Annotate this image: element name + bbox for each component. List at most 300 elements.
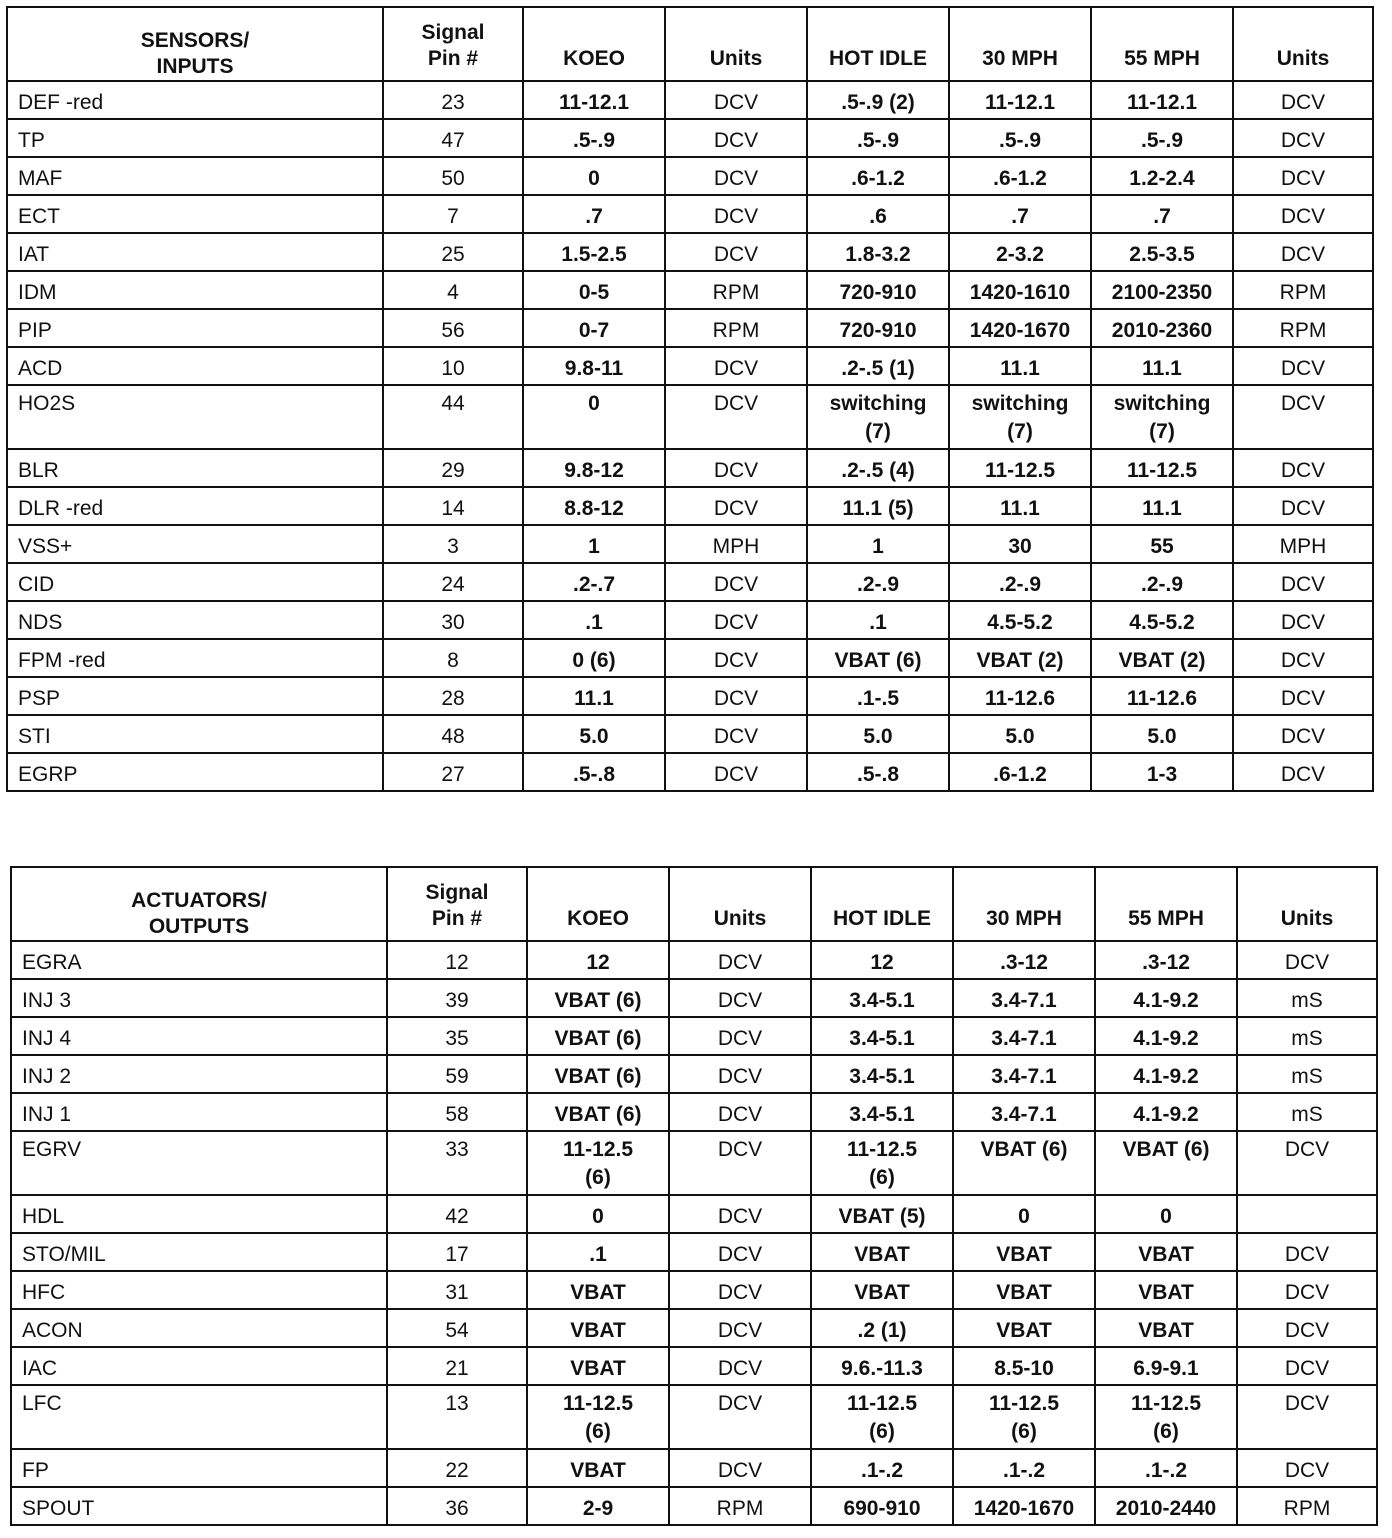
55mph-value-text: VBAT <box>1138 1281 1194 1304</box>
30mph-value <box>953 941 1095 979</box>
koeo-value <box>523 563 665 601</box>
hot-idle-value <box>807 563 949 601</box>
table-row <box>7 195 1373 233</box>
signal-pin <box>383 715 523 753</box>
30mph-value <box>949 677 1091 715</box>
koeo-value-text: VBAT <box>570 1319 626 1342</box>
signal-pin-text: 27 <box>441 763 465 786</box>
30mph-value <box>949 119 1091 157</box>
hot-idle-value-text: .5-.9 (2) <box>841 91 915 114</box>
units2-value <box>1237 1385 1377 1449</box>
units-value-text: DCV <box>713 649 759 672</box>
signal-name <box>7 639 383 677</box>
units2-value <box>1233 677 1373 715</box>
table-row <box>11 1093 1377 1131</box>
hot-idle-value <box>807 677 949 715</box>
signal-name-text: PIP <box>18 319 52 342</box>
signal-name-text: LFC <box>22 1392 62 1415</box>
signal-pin <box>383 639 523 677</box>
hot-idle-value <box>811 1385 953 1449</box>
hot-idle-value-text: 720-910 <box>839 319 917 342</box>
units-value-text: DCV <box>713 167 759 190</box>
units2-value-text: mS <box>1291 1065 1323 1088</box>
55mph-value-note: (7) <box>1149 420 1175 443</box>
pin-header-text: Signal Pin # <box>425 881 489 930</box>
koeo-value <box>523 525 665 563</box>
hot-idle-value <box>807 347 949 385</box>
signal-name-text: CID <box>18 573 55 596</box>
units-value-text: DCV <box>717 951 763 974</box>
table-row <box>7 487 1373 525</box>
signal-pin-text: 24 <box>441 573 465 596</box>
signal-name <box>11 1131 387 1195</box>
55mph-value <box>1091 195 1233 233</box>
30mph-value <box>949 233 1091 271</box>
units-value-text: DCV <box>717 1459 763 1482</box>
units2-value-text: DCV <box>1280 205 1326 228</box>
koeo-value-text: 0-7 <box>578 319 610 342</box>
signal-name <box>11 979 387 1017</box>
30mph-value-text: 3.4-7.1 <box>991 1065 1057 1088</box>
koeo-value-text: 0 (6) <box>572 649 616 672</box>
koeo-value <box>527 1131 669 1195</box>
table-row <box>11 979 1377 1017</box>
30mph-value-text: .6-1.2 <box>993 167 1047 190</box>
signal-name-text: INJ 1 <box>22 1103 72 1126</box>
sensors-title <box>7 7 383 81</box>
koeo-value <box>523 195 665 233</box>
30mph-value-text: 11-12.6 <box>984 687 1056 710</box>
signal-pin <box>387 1017 527 1055</box>
koeo-value-text: .5-.8 <box>572 763 616 786</box>
55mph-value-text: 1.2-2.4 <box>1129 167 1195 190</box>
signal-name-text: MAF <box>18 167 63 190</box>
55mph-value-text: 11-12.5 <box>1130 1392 1202 1415</box>
signal-name-text: INJ 3 <box>22 989 72 1012</box>
koeo-value-text: 0 <box>592 1205 604 1228</box>
hot-idle-value-text: 720-910 <box>839 281 917 304</box>
hot-idle-value <box>811 1233 953 1271</box>
55mph-value-text: 4.1-9.2 <box>1133 989 1199 1012</box>
units2-value <box>1237 1017 1377 1055</box>
units-value-text: DCV <box>713 357 759 380</box>
signal-pin <box>383 347 523 385</box>
units-value-text: DCV <box>717 1243 763 1266</box>
units2-value <box>1233 119 1373 157</box>
units-value <box>669 1195 811 1233</box>
units-value <box>669 1449 811 1487</box>
table-row <box>11 1449 1377 1487</box>
koeo-value <box>527 941 669 979</box>
units2-value <box>1233 157 1373 195</box>
signal-name <box>11 1271 387 1309</box>
signal-pin-text: 10 <box>441 357 465 380</box>
55mph-value-text: .1-.2 <box>1144 1459 1188 1482</box>
units2-value <box>1233 563 1373 601</box>
units-value-text: DCV <box>713 763 759 786</box>
units2-value-text: DCV <box>1284 1281 1330 1304</box>
30mph-value <box>949 81 1091 119</box>
hot-idle-value-text: 3.4-5.1 <box>849 1103 915 1126</box>
55mph-value <box>1095 1055 1237 1093</box>
55mph-value <box>1095 1131 1237 1195</box>
table-row <box>7 677 1373 715</box>
signal-name <box>11 1055 387 1093</box>
units2-value <box>1237 1487 1377 1525</box>
55mph-value <box>1095 1347 1237 1385</box>
signal-name <box>7 563 383 601</box>
signal-name-text: STO/MIL <box>22 1243 106 1266</box>
hot-idle-value-text: VBAT (5) <box>838 1205 926 1228</box>
koeo-value-text: .7 <box>585 205 603 228</box>
signal-pin <box>383 487 523 525</box>
30mph-value-text: switching <box>971 392 1069 415</box>
30mph-value <box>949 309 1091 347</box>
units2-value-text: MPH <box>1279 535 1327 558</box>
55mph-value <box>1091 233 1233 271</box>
hot-idle-value-text: VBAT (6) <box>834 649 922 672</box>
55mph-value-text: VBAT (2) <box>1118 649 1206 672</box>
koeo-value-text: 11-12.1 <box>558 91 630 114</box>
hot-idle-value <box>811 1309 953 1347</box>
hot-idle-value <box>807 81 949 119</box>
hot-idle-value-text: 1.8-3.2 <box>845 243 911 266</box>
koeo-value <box>527 1017 669 1055</box>
55mph-value-text: 11-12.6 <box>1126 687 1198 710</box>
units-value <box>669 1093 811 1131</box>
table-row <box>7 119 1373 157</box>
hot-idle-value <box>807 119 949 157</box>
units2-value <box>1233 753 1373 791</box>
units2-value <box>1233 195 1373 233</box>
units2-value-text: DCV <box>1284 1392 1330 1415</box>
koeo-value-text: 0 <box>588 167 600 190</box>
55mph-value-text: 2.5-3.5 <box>1129 243 1195 266</box>
koeo-value-text: 11.1 <box>574 687 614 710</box>
signal-name <box>11 1017 387 1055</box>
koeo-value <box>527 1055 669 1093</box>
30mph-value <box>953 1449 1095 1487</box>
signal-name-text: ACD <box>18 357 63 380</box>
55mph-value <box>1095 979 1237 1017</box>
units2-value-text: DCV <box>1280 357 1326 380</box>
signal-pin-text: 31 <box>445 1281 469 1304</box>
signal-pin <box>387 1309 527 1347</box>
signal-pin-text: 48 <box>441 725 465 748</box>
units-value <box>665 309 807 347</box>
signal-pin <box>383 195 523 233</box>
koeo-value <box>523 119 665 157</box>
units2-value <box>1233 601 1373 639</box>
signal-name <box>7 195 383 233</box>
30mph-value <box>953 1131 1095 1195</box>
30mph-value-text: 1420-1610 <box>969 281 1071 304</box>
hot-idle-value <box>811 1055 953 1093</box>
55mph-value <box>1095 941 1237 979</box>
signal-pin <box>387 1055 527 1093</box>
units-value <box>665 449 807 487</box>
table-row <box>7 233 1373 271</box>
30mph-value-text: 11-12.1 <box>984 91 1056 114</box>
hot-idle-value <box>807 157 949 195</box>
hot-idle-value <box>807 195 949 233</box>
units-value-text: DCV <box>717 989 763 1012</box>
hot-idle-header: HOT IDLE <box>807 7 949 81</box>
units2-value-text: DCV <box>1280 167 1326 190</box>
signal-pin-text: 3 <box>447 535 459 558</box>
signal-name <box>11 1487 387 1525</box>
hot-idle-value <box>811 941 953 979</box>
signal-pin <box>383 119 523 157</box>
signal-name <box>7 119 383 157</box>
55mph-value <box>1091 385 1233 449</box>
koeo-value <box>527 979 669 1017</box>
signal-pin <box>387 1385 527 1449</box>
55mph-value <box>1091 563 1233 601</box>
55mph-value-text: .7 <box>1153 205 1171 228</box>
units-value <box>665 81 807 119</box>
table-row <box>11 1131 1377 1195</box>
hot-idle-value-text: 9.6.-11.3 <box>841 1357 923 1380</box>
signal-pin <box>387 979 527 1017</box>
units-value <box>669 1055 811 1093</box>
koeo-value-text: .1 <box>589 1243 607 1266</box>
signal-pin <box>387 1131 527 1195</box>
actuators-table <box>10 866 1378 1526</box>
hot-idle-value <box>807 639 949 677</box>
30mph-value-text: 30 <box>1008 535 1032 558</box>
hot-idle-value <box>807 309 949 347</box>
units-value-text: RPM <box>712 281 760 304</box>
units2-value <box>1233 715 1373 753</box>
signal-name <box>7 601 383 639</box>
koeo-value-text: VBAT (6) <box>554 989 642 1012</box>
koeo-header: KOEO <box>527 867 669 941</box>
55mph-value-text: 2010-2360 <box>1111 319 1213 342</box>
units2-value <box>1233 81 1373 119</box>
signal-name-text: DLR -red <box>18 497 104 520</box>
hot-idle-value-text: .2-.5 (4) <box>841 459 915 482</box>
55mph-value <box>1091 639 1233 677</box>
hot-idle-value <box>811 1017 953 1055</box>
koeo-value <box>523 487 665 525</box>
30mph-value-text: 4.5-5.2 <box>987 611 1053 634</box>
hot-idle-value-note: (6) <box>869 1420 895 1443</box>
55mph-value <box>1091 119 1233 157</box>
30mph-value-note: (6) <box>1011 1420 1037 1443</box>
koeo-value-text: 11-12.5 <box>562 1138 634 1161</box>
55mph-header: 55 MPH <box>1095 867 1237 941</box>
55mph-value <box>1091 309 1233 347</box>
signal-pin <box>383 271 523 309</box>
table-row <box>7 385 1373 449</box>
signal-name <box>7 677 383 715</box>
koeo-value-note: (6) <box>585 1166 611 1189</box>
hot-idle-value-text: .2-.5 (1) <box>841 357 915 380</box>
signal-name-text: ACON <box>22 1319 83 1342</box>
koeo-value <box>527 1487 669 1525</box>
signal-pin-text: 14 <box>441 497 465 520</box>
55mph-value-text: VBAT <box>1138 1319 1194 1342</box>
koeo-value-text: VBAT (6) <box>554 1027 642 1050</box>
signal-name-text: HDL <box>22 1205 65 1228</box>
sensors-header-row <box>7 7 1373 81</box>
koeo-value <box>523 157 665 195</box>
table-row <box>11 1195 1377 1233</box>
table-row <box>11 1385 1377 1449</box>
units2-value <box>1237 1195 1377 1233</box>
hot-idle-value-text: 12 <box>870 951 894 974</box>
hot-idle-value-text: VBAT <box>854 1243 910 1266</box>
koeo-value-text: VBAT <box>570 1357 626 1380</box>
units-value-text: DCV <box>717 1065 763 1088</box>
signal-pin <box>383 677 523 715</box>
hot-idle-value <box>811 1487 953 1525</box>
hot-idle-value <box>807 449 949 487</box>
30mph-value <box>953 1487 1095 1525</box>
koeo-value-text: 2-9 <box>582 1497 614 1520</box>
units2-value <box>1233 347 1373 385</box>
hot-idle-value-text: 11-12.5 <box>846 1138 918 1161</box>
units-value <box>669 1385 811 1449</box>
30mph-value <box>953 1385 1095 1449</box>
55mph-value-text: 4.1-9.2 <box>1133 1027 1199 1050</box>
signal-pin <box>383 449 523 487</box>
hot-idle-value-text: 3.4-5.1 <box>849 1065 915 1088</box>
units-value-text: DCV <box>713 459 759 482</box>
koeo-value <box>523 385 665 449</box>
30mph-value-text: 1420-1670 <box>973 1497 1075 1520</box>
units2-value-text: DCV <box>1284 1243 1330 1266</box>
signal-name-text: INJ 2 <box>22 1065 72 1088</box>
units-value-text: DCV <box>717 1281 763 1304</box>
signal-pin-text: 28 <box>441 687 465 710</box>
actuators-title <box>11 867 387 941</box>
hot-idle-value-text: 3.4-5.1 <box>849 989 915 1012</box>
table-row <box>7 157 1373 195</box>
hot-idle-value-text: switching <box>829 392 927 415</box>
signal-pin-text: 13 <box>445 1392 469 1415</box>
units2-value-text: DCV <box>1280 763 1326 786</box>
hot-idle-value-text: .6-1.2 <box>851 167 905 190</box>
actuators-header-row <box>11 867 1377 941</box>
units-value-text: DCV <box>713 497 759 520</box>
30mph-header: 30 MPH <box>949 7 1091 81</box>
signal-name-text: HFC <box>22 1281 66 1304</box>
units2-value-text: mS <box>1291 1027 1323 1050</box>
units-value-text: DCV <box>713 687 759 710</box>
55mph-value <box>1095 1449 1237 1487</box>
units2-value-text: RPM <box>1279 319 1327 342</box>
signal-pin-text: 35 <box>445 1027 469 1050</box>
30mph-value-note: (7) <box>1007 420 1033 443</box>
koeo-value-text: 1.5-2.5 <box>561 243 627 266</box>
hot-idle-value <box>811 979 953 1017</box>
55mph-value-text: 6.9-9.1 <box>1133 1357 1199 1380</box>
hot-idle-value-text: 11.1 (5) <box>842 497 914 520</box>
30mph-value-text: 3.4-7.1 <box>991 1103 1057 1126</box>
signal-pin <box>383 525 523 563</box>
signal-name-text: FP <box>22 1459 49 1482</box>
table-row <box>7 753 1373 791</box>
55mph-value <box>1095 1093 1237 1131</box>
55mph-value-text: 11-12.1 <box>1126 91 1198 114</box>
koeo-header: KOEO <box>523 7 665 81</box>
hot-idle-value-note: (6) <box>869 1166 895 1189</box>
units-value <box>669 1131 811 1195</box>
units-value-text: RPM <box>716 1497 764 1520</box>
units2-value <box>1237 1449 1377 1487</box>
signal-pin <box>387 1271 527 1309</box>
signal-name-text: FPM -red <box>18 649 106 672</box>
units-value-text: DCV <box>713 725 759 748</box>
30mph-value-text: .5-.9 <box>998 129 1042 152</box>
30mph-value-text: 3.4-7.1 <box>991 989 1057 1012</box>
30mph-value-text: .3-12 <box>1000 951 1048 974</box>
units-value-text: DCV <box>717 1138 763 1161</box>
koeo-value-text: 0 <box>588 392 600 415</box>
koeo-value <box>523 753 665 791</box>
koeo-value <box>523 715 665 753</box>
hot-idle-value-text: 690-910 <box>843 1497 921 1520</box>
units2-value-text: DCV <box>1280 497 1326 520</box>
55mph-value <box>1095 1487 1237 1525</box>
units-value <box>669 1233 811 1271</box>
30mph-value-text: .2-.9 <box>998 573 1042 596</box>
55mph-value <box>1091 449 1233 487</box>
55mph-value-text: VBAT <box>1138 1243 1194 1266</box>
hot-idle-value-text: .1 <box>869 611 887 634</box>
units-value <box>665 233 807 271</box>
signal-pin <box>387 1347 527 1385</box>
koeo-value <box>523 601 665 639</box>
signal-name-text: EGRA <box>22 951 82 974</box>
units2-value-text: DCV <box>1280 459 1326 482</box>
table-row <box>7 309 1373 347</box>
table-row <box>7 715 1373 753</box>
units2-header: Units <box>1237 867 1377 941</box>
signal-name <box>11 941 387 979</box>
30mph-value <box>949 271 1091 309</box>
55mph-value-text: 11.1 <box>1142 357 1182 380</box>
signal-name <box>11 1233 387 1271</box>
signal-pin-text: 7 <box>447 205 459 228</box>
koeo-value-text: VBAT <box>570 1459 626 1482</box>
signal-pin-text: 50 <box>441 167 465 190</box>
koeo-value-text: 11-12.5 <box>562 1392 634 1415</box>
signal-name-text: EGRV <box>22 1138 82 1161</box>
units-value-text: DCV <box>713 573 759 596</box>
signal-pin-text: 36 <box>445 1497 469 1520</box>
30mph-value-text: .1-.2 <box>1002 1459 1046 1482</box>
55mph-value-text: .5-.9 <box>1140 129 1184 152</box>
signal-name-text: EGRP <box>18 763 78 786</box>
55mph-value <box>1091 487 1233 525</box>
koeo-value <box>523 271 665 309</box>
30mph-value-text: VBAT <box>996 1243 1052 1266</box>
signal-name-text: STI <box>18 725 51 748</box>
units2-value-text: DCV <box>1280 649 1326 672</box>
55mph-value-note: (6) <box>1153 1420 1179 1443</box>
30mph-value-text: 11-12.5 <box>984 459 1056 482</box>
units-value <box>665 715 807 753</box>
30mph-value-text: VBAT (2) <box>976 649 1064 672</box>
signal-pin-text: 23 <box>441 91 465 114</box>
units2-value <box>1237 941 1377 979</box>
hot-idle-value <box>807 487 949 525</box>
units-value <box>669 1487 811 1525</box>
table-row <box>11 1487 1377 1525</box>
